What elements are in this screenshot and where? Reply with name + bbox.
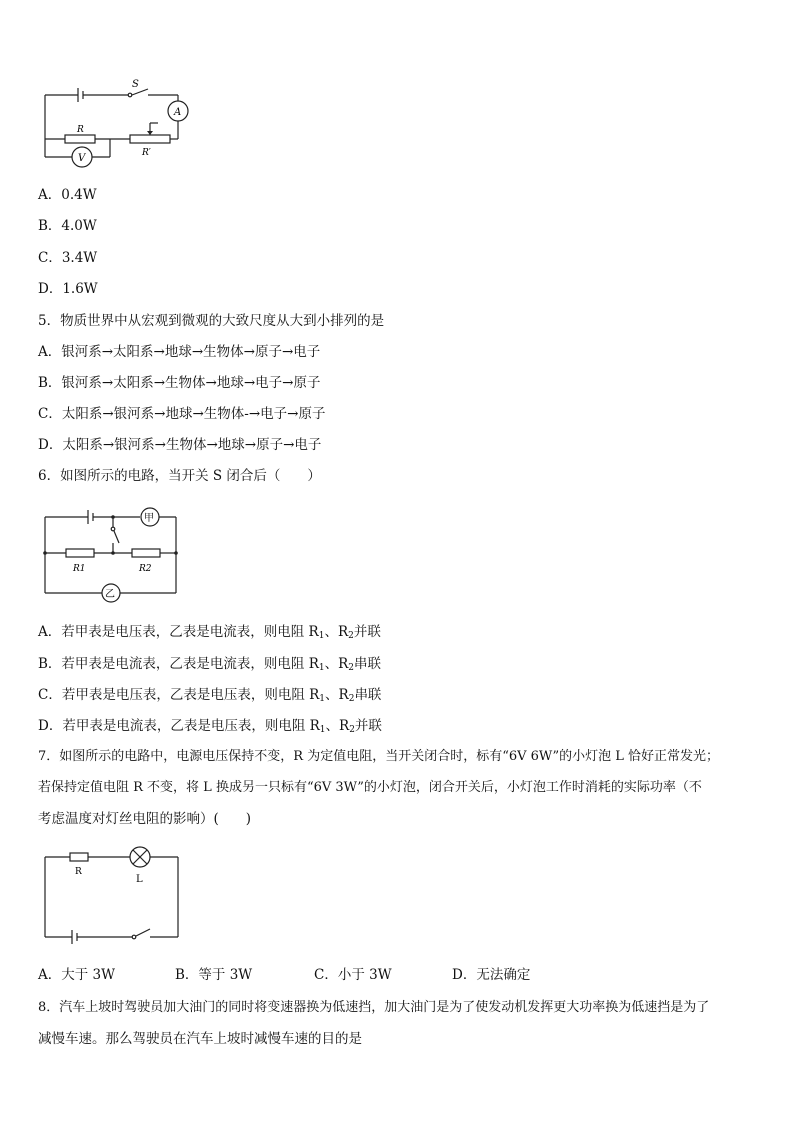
q8-stem-line-1: 8．汽车上坡时驾驶员加大油门的同时将变速器换为低速挡，加大油门是为了使发动机发挥更大功率换为低速挡是为了 — [38, 1000, 710, 1015]
q7-option-a: A．大于 3W — [38, 967, 116, 983]
circuit-diagram-1 — [40, 75, 240, 164]
q7-stem-line-1: 7．如图所示的电路中，电源电压保持不变，R 为定值电阻，当开关闭合时，标有“6V 6W”的小灯泡 L 恰好正常发光； — [38, 749, 720, 764]
meter-yi-label: 乙 — [105, 589, 115, 600]
q7-stem-line-2: 若保持定值电阻 R 不变，将 L 换成另一只标有“6V 3W”的小灯泡，闭合开关后，小灯泡工作时消耗的实际功率（不 — [38, 780, 702, 795]
label-ammeter: A — [174, 107, 182, 118]
label-s: S — [132, 79, 139, 90]
label-r1: R1 — [73, 564, 86, 574]
q7-stem-line-3: 考虑温度对灯丝电阻的影响）( ) — [38, 811, 252, 827]
label-voltmeter: V — [78, 153, 86, 164]
q4-option-a: A．0.4W — [38, 187, 97, 203]
label-lamp: L — [136, 874, 143, 885]
q7-option-d: D．无法确定 — [452, 967, 531, 983]
q5-option-d: D．太阳系→银河系→生物体→地球→原子→电子 — [38, 437, 322, 453]
q4-option-c: C．3.4W — [38, 250, 98, 266]
label-r2: R2 — [139, 564, 152, 574]
q4-option-d: D．1.6W — [38, 281, 98, 297]
q5-option-c: C．太阳系→银河系→地球→生物体-→电子→原子 — [38, 406, 326, 422]
q8-stem-line-2: 减慢车速。那么驾驶员在汽车上坡时减慢车速的目的是 — [38, 1031, 362, 1047]
circuit-diagram-2 — [40, 505, 190, 605]
circuit-diagram-3 — [40, 845, 190, 945]
q6-option-b: B．若甲表是电流表，乙表是电流表，则电阻 $R_1$、$R_2$串联 — [38, 656, 382, 673]
label-r: R — [75, 867, 82, 877]
q6-option-c: C．若甲表是电压表，乙表是电压表，则电阻 $R_1$、$R_2$串联 — [38, 687, 382, 704]
q5-option-a: A．银河系→太阳系→地球→生物体→原子→电子 — [38, 344, 321, 360]
q5-stem: 5．物质世界中从宏观到微观的大致尺度从大到小排列的是 — [38, 313, 385, 329]
q7-option-c: C．小于 3W — [314, 967, 392, 983]
q6-option-d: D．若甲表是电流表，乙表是电压表，则电阻 $R_1$、$R_2$并联 — [38, 718, 382, 735]
label-r: R — [77, 125, 84, 135]
q7-option-b: B．等于 3W — [175, 967, 253, 983]
q5-option-b: B．银河系→太阳系→生物体→地球→电子→原子 — [38, 375, 321, 391]
meter-jia-label: 甲 — [144, 513, 154, 524]
q6-stem: 6．如图所示的电路，当开关 S 闭合后（ ） — [38, 468, 321, 484]
q6-option-a: A．若甲表是电压表，乙表是电流表，则电阻 $R_1$、$R_2$并联 — [38, 624, 381, 641]
label-r-prime: R′ — [142, 148, 151, 158]
q4-option-b: B．4.0W — [38, 218, 97, 234]
